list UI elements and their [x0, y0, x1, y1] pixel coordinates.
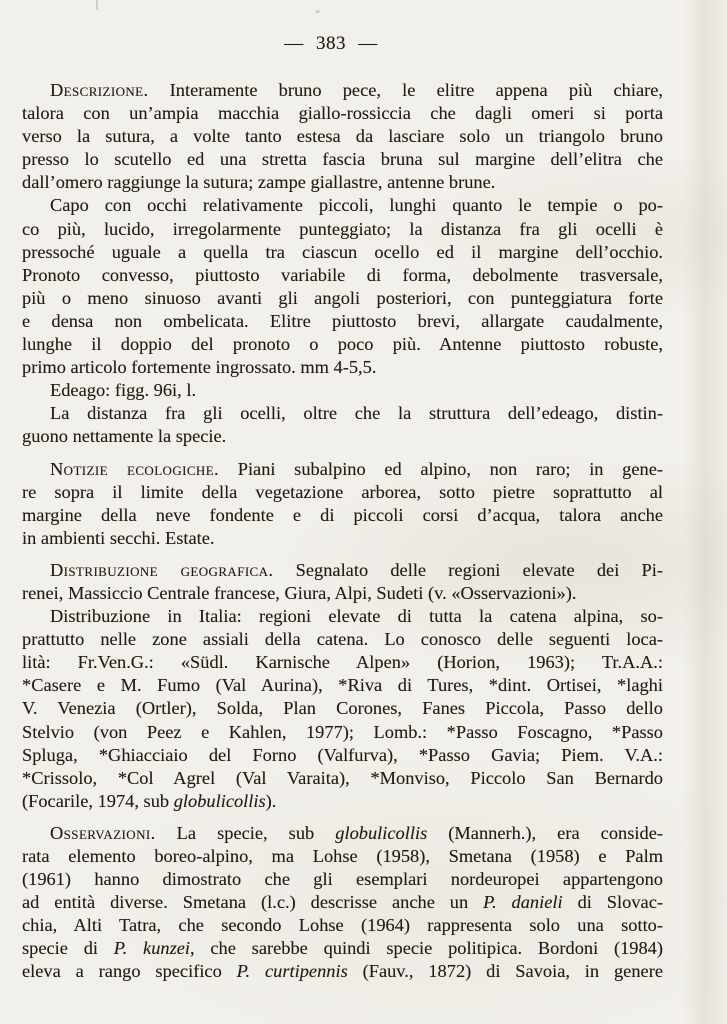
text-line: [22, 891, 663, 914]
text-segment: P. kunzei: [113, 938, 191, 959]
text-segment: (Mannerh.), era conside-: [427, 822, 663, 843]
text-segment: presso lo scutello ed una stretta fascia bruna sul margine dell’elitra che: [22, 149, 663, 170]
text-line: [22, 171, 663, 194]
text-line: [22, 744, 663, 767]
text-line: [22, 721, 663, 744]
text-line: [22, 481, 663, 504]
text-segment: guono nettamente la specie.: [22, 426, 227, 447]
text-line: [22, 148, 663, 171]
text-line: [22, 125, 663, 148]
text-line: [22, 379, 663, 402]
text-line: [22, 674, 663, 697]
text-segment: Distribuzione in Italia: regioni elevate di tutta la catena alpina, so-: [50, 606, 663, 627]
text-line: [22, 402, 663, 425]
text-line: [22, 767, 663, 790]
page-number: — 383 —: [284, 33, 378, 54]
text-segment: Stelvio (von Peez e Kahlen, 1977); Lomb.: *Passo Foscagno, *Passo: [22, 721, 663, 742]
text-segment: La distanza fra gli ocelli, oltre che la struttura dell’edeago, distin-: [50, 403, 663, 424]
text-segment: co più, lucido, irregolarmente punteggiato; la distanza fra gli ocelli è: [22, 218, 663, 239]
text-segment: in ambienti secchi. Estate.: [22, 527, 215, 548]
text-line: [22, 697, 663, 720]
text-segment: di Slovac-: [562, 892, 663, 913]
text-line: [22, 582, 663, 605]
text-segment: Interamente bruno pece, le elitre appena più chiare,: [148, 80, 663, 100]
text-line: [22, 790, 663, 813]
text-segment: margine della neve fondente e di piccoli corsi d’acqua, talora anche: [22, 504, 663, 525]
text-segment: , che sarebbe quindi specie politipica. Bordoni (1984): [190, 938, 663, 959]
text-line: [22, 79, 663, 102]
text-line: [22, 868, 663, 891]
text-segment: più o meno sinuoso avanti gli angoli posteriori, con punteggiatura forte: [22, 287, 663, 308]
text-block: [22, 79, 663, 984]
text-segment: Distribuzione geografica.: [50, 559, 274, 580]
text-segment: Edeago: figg. 96i, l.: [50, 380, 197, 401]
text-segment: Notizie ecologiche.: [50, 458, 220, 479]
text-segment: Segnalato delle regioni elevate dei Pi-: [273, 559, 663, 580]
text-paragraph: [22, 559, 663, 605]
text-segment: re sopra il limite della vegetazione arborea, sotto pietre soprattutto al: [22, 481, 663, 502]
text-line: [22, 102, 663, 125]
text-segment: talora con un’ampia macchia giallo-rossiccia che dagli omeri si porta: [22, 103, 663, 124]
text-segment: dall’omero raggiunge la sutura; zampe giallastre, antenne brune.: [22, 172, 496, 193]
text-paragraph: [22, 458, 663, 550]
text-segment: Capo con occhi relativamente piccoli, lunghi quanto le tempie o po-: [50, 195, 663, 216]
text-line: [22, 845, 663, 868]
text-line: [22, 425, 663, 448]
text-line: [22, 218, 663, 241]
text-segment: eleva a rango specifico: [22, 961, 237, 982]
text-segment: P. curtipennis: [236, 961, 348, 982]
text-line: [22, 914, 663, 937]
text-segment: Osservazioni.: [50, 822, 156, 843]
text-line: [22, 458, 663, 481]
text-segment: pressoché uguale a quella tra ciascun ocello ed il margine dell’occhio.: [22, 241, 663, 262]
text-line: [22, 241, 663, 264]
text-segment: ad entità diverse. Smetana (l.c.) descrisse anche un: [22, 892, 484, 913]
text-line: [22, 559, 663, 582]
text-line: [22, 264, 663, 287]
text-segment: globulicollis: [335, 822, 428, 843]
text-segment: Spluga, *Ghiacciaio del Forno (Valfurva), *Passo Gavia; Piem. V.A.:: [22, 744, 663, 765]
text-paragraph: [22, 379, 663, 402]
text-segment: specie di: [22, 938, 114, 959]
text-line: [22, 333, 663, 356]
text-line: [22, 287, 663, 310]
text-line: [22, 605, 663, 628]
scan-artifact: [96, 0, 98, 10]
text-line: [22, 194, 663, 217]
text-line: [22, 628, 663, 651]
text-paragraph: [22, 194, 663, 379]
text-segment: lità: Fr.Ven.G.: «Südl. Karnische Alpen» (Horion, 1963); Tr.A.A.:: [22, 652, 663, 673]
text-segment: primo articolo fortemente ingrossato. mm 4-5,5.: [22, 357, 377, 378]
text-paragraph: [22, 402, 663, 448]
text-segment: verso la sutura, a volte tanto estesa da lasciare solo un triangolo bruno: [22, 126, 663, 147]
text-segment: (Fauv., 1872) di Savoia, in genere: [347, 961, 663, 982]
text-segment: Pronoto convesso, piuttosto variabile di forma, debolmente trasversale,: [22, 264, 663, 285]
text-segment: La specie, sub: [155, 822, 336, 843]
text-segment: (1961) hanno dimostrato che gli esemplari nordeuropei appartengono: [22, 869, 663, 890]
text-segment: *Casere e M. Fumo (Val Aurina), *Riva di Tures, *dint. Ortisei, *laghi: [22, 675, 663, 696]
text-line: [22, 527, 663, 550]
text-segment: ).: [265, 790, 277, 811]
text-paragraph: [22, 79, 663, 194]
text-paragraph: [22, 605, 663, 813]
text-segment: rata elemento boreo-alpino, ma Lohse (1958), Smetana (1958) e Palm: [22, 846, 663, 866]
text-line: [22, 960, 663, 983]
text-paragraph: [22, 822, 663, 984]
text-segment: renei, Massiccio Centrale francese, Giura, Alpi, Sudeti (v. «Osservazioni»).: [22, 582, 577, 603]
text-line: [22, 937, 663, 960]
text-segment: P. danieli: [483, 892, 563, 913]
text-segment: e densa non ombelicata. Elitre piuttosto brevi, allargate caudalmente,: [22, 310, 663, 331]
text-segment: V. Venezia (Ortler), Solda, Plan Corones, Fanes Piccola, Passo dello: [22, 698, 663, 719]
text-line: [22, 504, 663, 527]
text-line: [22, 651, 663, 674]
text-line: [22, 356, 663, 379]
text-segment: (Focarile, 1974, sub: [22, 790, 174, 811]
text-segment: chia, Alti Tatra, che secondo Lohse (1964) rappresenta solo una sotto-: [22, 915, 663, 936]
text-segment: Piani subalpino ed alpino, non raro; in gene-: [219, 458, 663, 479]
text-line: [22, 822, 663, 845]
text-segment: globulicollis: [173, 790, 266, 811]
text-segment: prattutto nelle zone assiali della catena. Lo conosco delle seguenti loca-: [22, 629, 663, 650]
text-segment: *Crissolo, *Col Agrel (Val Varaita), *Monviso, Piccolo San Bernardo: [22, 767, 663, 788]
text-segment: Descrizione.: [50, 80, 149, 100]
scan-artifact: [315, 10, 320, 13]
text-line: [22, 310, 663, 333]
text-segment: lunghe il doppio del pronoto o poco più. Antenne piuttosto robuste,: [22, 334, 663, 355]
